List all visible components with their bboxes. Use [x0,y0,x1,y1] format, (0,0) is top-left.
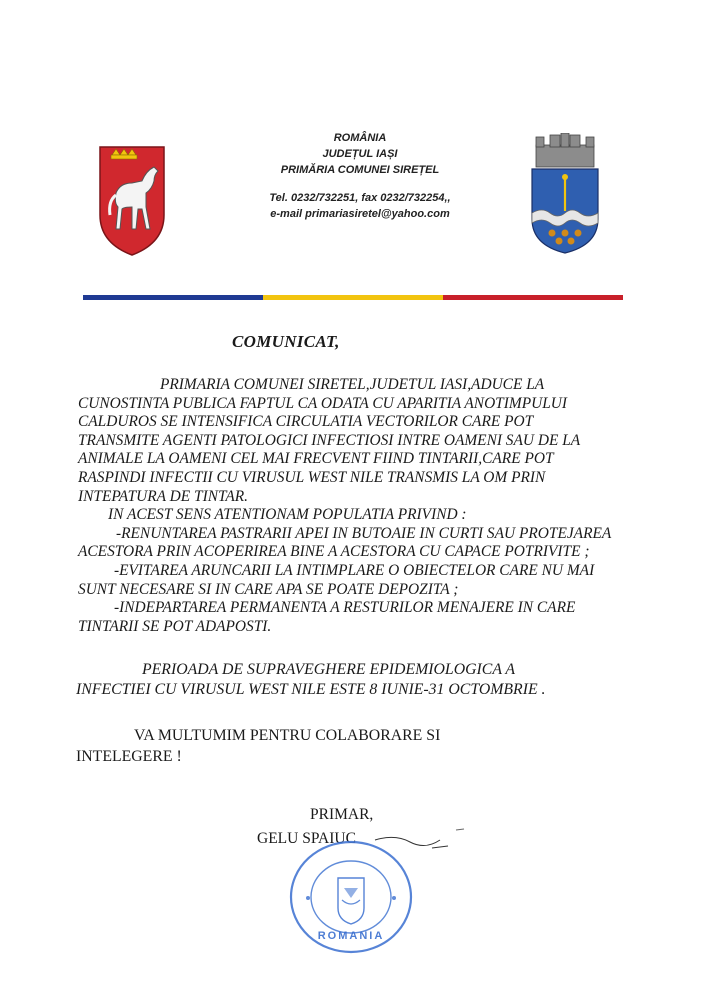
tricolor-yellow [263,295,443,300]
body-line: ANIMALE LA OAMENI CEL MAI FRECVENT FIIND TINTARII,CARE POT [78,450,554,468]
body-line: IN ACEST SENS ATENTIONAM POPULATIA PRIVIND : [108,506,467,524]
header-phone-fax: Tel. 0232/732251, fax 0232/732254,, [269,192,451,204]
body-line: TINTARII SE POT ADAPOSTI. [78,617,272,635]
mayor-title: PRIMAR, [310,806,374,823]
body-line: -EVITAREA ARUNCARII LA INTIMPLARE O OBIECTELOR CARE NU MAI [114,561,595,579]
body-line: ACESTORA PRIN ACOPERIREA BINE A ACESTORA CU CAPACE POTRIVITE ; [78,543,590,561]
thanks-line: INTELEGERE ! [76,748,182,765]
header-institution: PRIMĂRIA COMUNEI SIREȚEL [280,164,440,176]
body-line: SUNT NECESARE SI IN CARE APA SE POATE DEPOZITA ; [78,580,459,598]
commune-coat-of-arms-icon [528,133,602,255]
body-line: CUNOSTINTA PUBLICA FAPTUL CA ODATA CU APARITIA ANOTIMPULUI [78,394,568,412]
body-line: INTEPATURA DE TINTAR. [78,487,249,505]
body-line: PRIMARIA COMUNEI SIRETEL,JUDETUL IASI,ADUCE LA [160,376,545,393]
body-line: CALDUROS SE INTENSIFICA CIRCULATIA VECTORILOR CARE POT [78,413,534,431]
letterhead [230,130,490,222]
announcement-body [78,376,638,636]
tricolor-blue [83,295,263,300]
document-title: COMUNICAT, [232,332,340,351]
stamp-text: ROMANIA [317,930,385,942]
tricolor-divider [83,295,623,300]
period-line: PERIOADA DE SUPRAVEGHERE EPIDEMIOLOGICA A [142,661,515,678]
surveillance-period [76,660,546,700]
header-country: ROMÂNIA [333,132,387,144]
tricolor-red [443,295,623,300]
header-county: JUDEȚUL IAȘI [322,148,398,160]
body-line: -RENUNTAREA PASTRARII APEI IN BUTOAIE IN CURTI SAU PROTEJAREA [116,524,612,542]
official-stamp-icon [288,838,414,956]
body-line: RASPINDI INFECTII CU VIRUSUL WEST NILE TRANSMIS LA OM PRIN [78,468,546,486]
header-email: e-mail primariasiretel@yahoo.com [270,208,450,220]
thank-you-note [76,725,440,767]
thanks-line: VA MULTUMIM PENTRU COLABORARE SI [134,727,441,744]
body-line: -INDEPARTAREA PERMANENTA A RESTURILOR MENAJERE IN CARE [114,599,576,617]
body-line: TRANSMITE AGENTI PATOLOGICI INFECTIOSI INTRE OAMENI SAU DE LA [78,431,581,449]
period-line: INFECTIEI CU VIRUSUL WEST NILE ESTE 8 IUNIE-31 OCTOMBRIE . [76,681,546,698]
county-coat-of-arms-icon [98,145,166,257]
mayor-name: GELU SPAIUC [257,830,356,847]
